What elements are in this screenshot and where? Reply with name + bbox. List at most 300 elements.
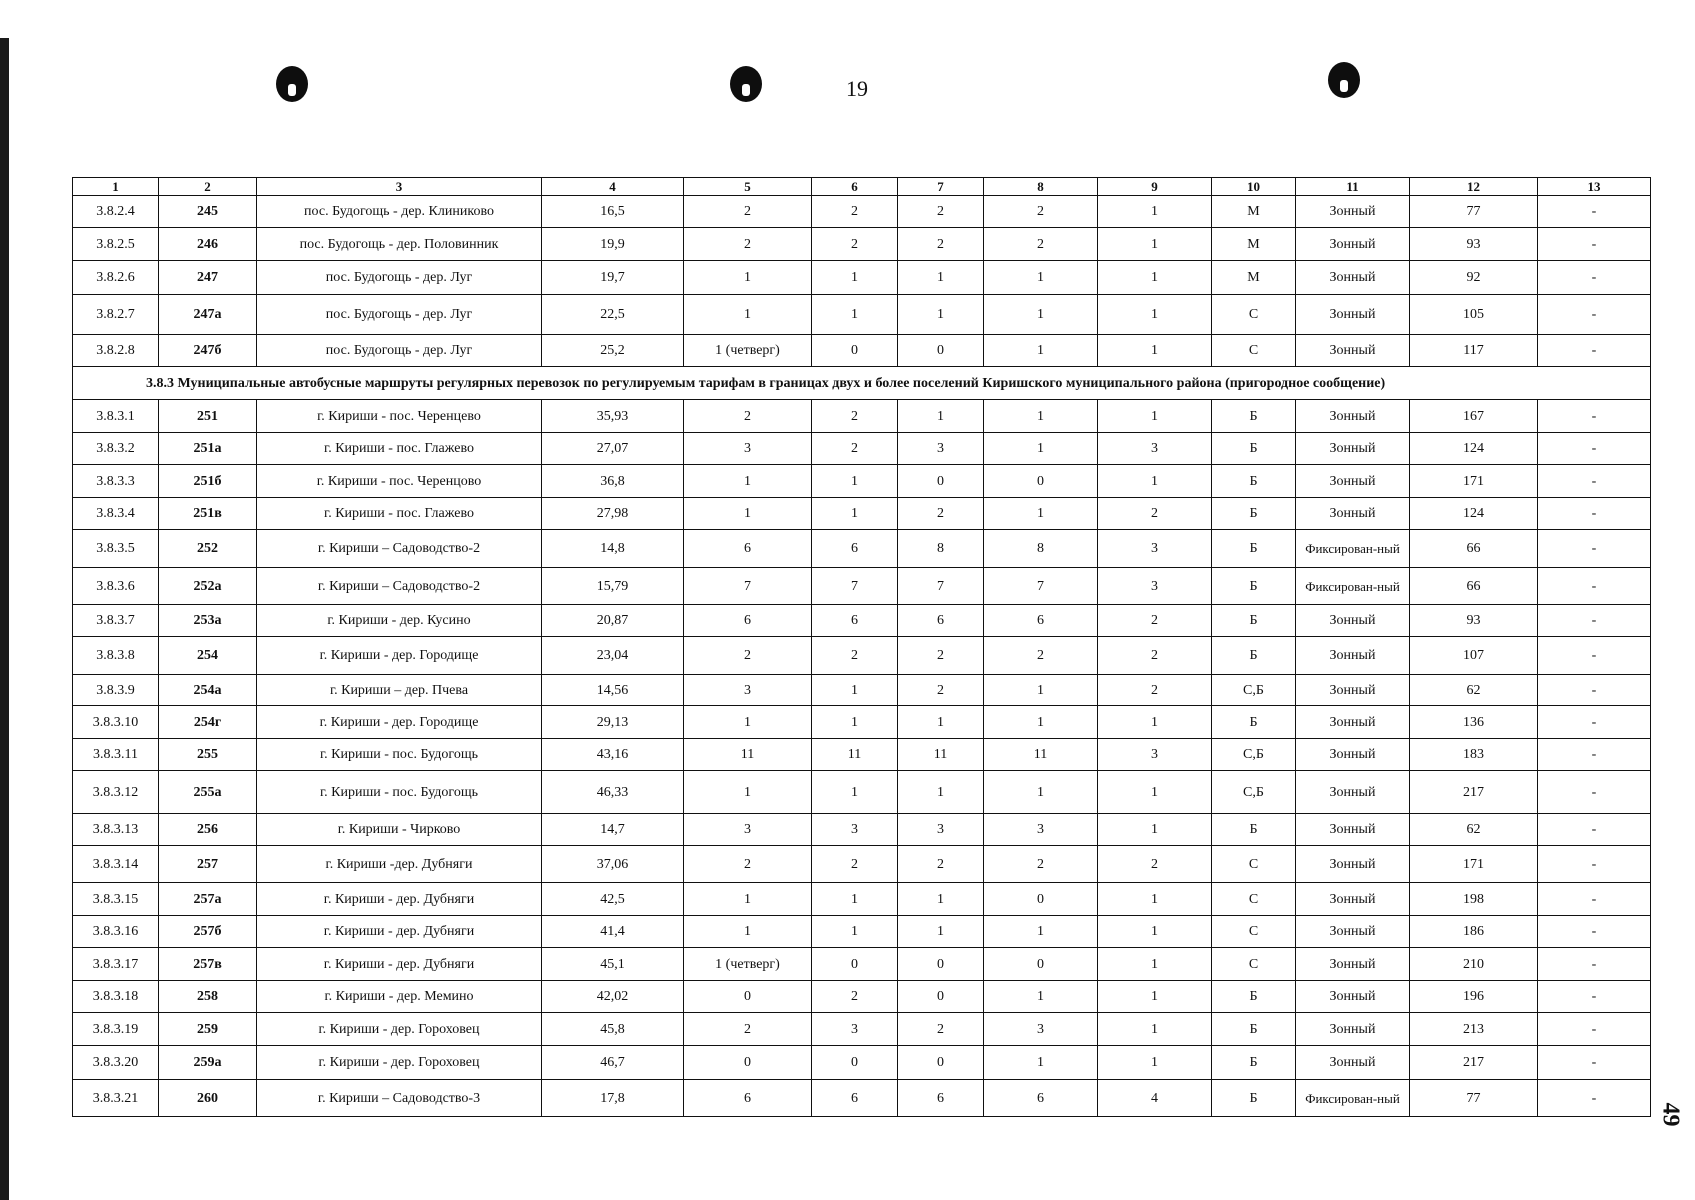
cell-col12: 105 [1410,295,1538,335]
cell-col6: 2 [812,637,898,675]
tariff-type: Фиксирован-ный [1296,568,1410,605]
route-name: г. Кириши - дер. Дубняги [257,916,542,948]
vehicle-class: С [1212,295,1296,335]
table-row [73,335,1651,367]
route-length: 37,06 [542,846,684,883]
cell-col13: - [1538,675,1651,706]
vehicle-class: Б [1212,814,1296,846]
route-length: 25,2 [542,335,684,367]
vehicle-class: Б [1212,433,1296,465]
cell-col13: - [1538,261,1651,295]
cell-col6: 1 [812,465,898,498]
cell-col8: 2 [984,846,1098,883]
table-row [73,196,1651,228]
column-number-header [73,178,1651,196]
cell-col7: 2 [898,1013,984,1046]
cell-col13: - [1538,605,1651,637]
cell-col5: 2 [684,228,812,261]
cell-col9: 2 [1098,846,1212,883]
cell-col13: - [1538,739,1651,771]
cell-col9: 1 [1098,261,1212,295]
cell-col5: 2 [684,846,812,883]
cell-col12: 66 [1410,530,1538,568]
route-name: пос. Будогощь - дер. Луг [257,261,542,295]
route-name: г. Кириши - пос. Будогощь [257,771,542,814]
route-length: 15,79 [542,568,684,605]
route-length: 29,13 [542,706,684,739]
vehicle-class: Б [1212,1046,1296,1080]
table-row [73,814,1651,846]
cell-col9: 1 [1098,981,1212,1013]
route-number: 257в [159,948,257,981]
table-row [73,605,1651,637]
cell-col9: 1 [1098,465,1212,498]
cell-col12: 167 [1410,400,1538,433]
tariff-type: Зонный [1296,739,1410,771]
row-index: 3.8.3.4 [73,498,159,530]
cell-col12: 62 [1410,675,1538,706]
route-number: 247б [159,335,257,367]
cell-col5: 1 [684,883,812,916]
vehicle-class: Б [1212,706,1296,739]
cell-col12: 183 [1410,739,1538,771]
row-index: 3.8.3.13 [73,814,159,846]
vehicle-class: М [1212,228,1296,261]
cell-col12: 210 [1410,948,1538,981]
row-index: 3.8.2.6 [73,261,159,295]
cell-col12: 93 [1410,605,1538,637]
column-header: 2 [159,178,257,196]
route-number: 254а [159,675,257,706]
tariff-type: Зонный [1296,465,1410,498]
section-heading-group [73,367,1651,400]
cell-col8: 6 [984,605,1098,637]
tariff-type: Зонный [1296,637,1410,675]
vehicle-class: Б [1212,1080,1296,1117]
tariff-type: Зонный [1296,916,1410,948]
route-number: 253а [159,605,257,637]
route-length: 41,4 [542,916,684,948]
cell-col6: 0 [812,335,898,367]
cell-col12: 107 [1410,637,1538,675]
cell-col13: - [1538,196,1651,228]
column-header: 5 [684,178,812,196]
cell-col13: - [1538,883,1651,916]
row-index: 3.8.3.18 [73,981,159,1013]
cell-col7: 0 [898,465,984,498]
column-header: 12 [1410,178,1538,196]
vehicle-class: Б [1212,637,1296,675]
route-name: г. Кириши – дер. Пчева [257,675,542,706]
vehicle-class: Б [1212,568,1296,605]
route-name: г. Кириши – Садоводство-3 [257,1080,542,1117]
route-name: г. Кириши - пос. Глажево [257,433,542,465]
column-header: 3 [257,178,542,196]
route-length: 35,93 [542,400,684,433]
vehicle-class: С [1212,846,1296,883]
tariff-type: Зонный [1296,814,1410,846]
cell-col5: 3 [684,675,812,706]
cell-col8: 1 [984,295,1098,335]
cell-col9: 1 [1098,295,1212,335]
cell-col6: 1 [812,706,898,739]
section-3-8-3-rows [73,400,1651,1117]
table-row [73,433,1651,465]
cell-col8: 1 [984,498,1098,530]
cell-col12: 124 [1410,433,1538,465]
row-index: 3.8.3.12 [73,771,159,814]
cell-col8: 1 [984,261,1098,295]
row-index: 3.8.2.5 [73,228,159,261]
cell-col6: 6 [812,1080,898,1117]
cell-col8: 1 [984,400,1098,433]
cell-col6: 1 [812,675,898,706]
table-row [73,948,1651,981]
route-number: 251а [159,433,257,465]
cell-col9: 2 [1098,637,1212,675]
cell-col7: 2 [898,846,984,883]
route-length: 14,8 [542,530,684,568]
cell-col9: 1 [1098,771,1212,814]
tariff-type: Зонный [1296,1013,1410,1046]
cell-col5: 1 [684,706,812,739]
table-row [73,916,1651,948]
cell-col8: 0 [984,948,1098,981]
section-heading-row [73,367,1651,400]
table-row [73,465,1651,498]
route-name: г. Кириши - пос. Черенцево [257,400,542,433]
cell-col13: - [1538,1013,1651,1046]
cell-col12: 213 [1410,1013,1538,1046]
vehicle-class: С [1212,916,1296,948]
route-length: 42,5 [542,883,684,916]
tariff-type: Зонный [1296,498,1410,530]
cell-col7: 1 [898,400,984,433]
cell-col5: 1 (четверг) [684,335,812,367]
cell-col6: 7 [812,568,898,605]
tariff-type: Зонный [1296,846,1410,883]
cell-col7: 0 [898,1046,984,1080]
cell-col8: 1 [984,981,1098,1013]
route-length: 42,02 [542,981,684,1013]
cell-col9: 2 [1098,498,1212,530]
cell-col7: 1 [898,771,984,814]
vehicle-class: М [1212,196,1296,228]
cell-col8: 3 [984,814,1098,846]
route-name: пос. Будогощь - дер. Луг [257,295,542,335]
row-index: 3.8.3.6 [73,568,159,605]
route-number: 257 [159,846,257,883]
route-length: 19,9 [542,228,684,261]
table-row [73,400,1651,433]
route-length: 19,7 [542,261,684,295]
table-row [73,637,1651,675]
cell-col7: 1 [898,706,984,739]
section-heading: 3.8.3 Муниципальные автобусные маршруты регулярных перевозок по регулируемым тарифам в границах двух и более поселений Киришского муниципального района (пригородное сообщение) [73,367,1651,400]
cell-col12: 92 [1410,261,1538,295]
tariff-type: Зонный [1296,228,1410,261]
tariff-type: Зонный [1296,706,1410,739]
route-name: пос. Будогощь - дер. Клиниково [257,196,542,228]
cell-col13: - [1538,814,1651,846]
route-length: 14,56 [542,675,684,706]
route-length: 16,5 [542,196,684,228]
cell-col5: 2 [684,196,812,228]
cell-col6: 2 [812,196,898,228]
cell-col9: 1 [1098,706,1212,739]
route-number: 251в [159,498,257,530]
cell-col8: 1 [984,433,1098,465]
column-header: 6 [812,178,898,196]
vehicle-class: С,Б [1212,739,1296,771]
row-index: 3.8.2.4 [73,196,159,228]
cell-col9: 1 [1098,335,1212,367]
row-index: 3.8.3.5 [73,530,159,568]
row-index: 3.8.3.7 [73,605,159,637]
cell-col12: 198 [1410,883,1538,916]
vehicle-class: Б [1212,605,1296,637]
column-header: 8 [984,178,1098,196]
row-index: 3.8.2.8 [73,335,159,367]
cell-col13: - [1538,916,1651,948]
cell-col7: 6 [898,605,984,637]
table-row [73,568,1651,605]
cell-col12: 196 [1410,981,1538,1013]
route-name: г. Кириши – Садоводство-2 [257,568,542,605]
cell-col9: 1 [1098,400,1212,433]
cell-col8: 2 [984,228,1098,261]
cell-col8: 2 [984,637,1098,675]
cell-col13: - [1538,846,1651,883]
route-name: пос. Будогощь - дер. Половинник [257,228,542,261]
cell-col13: - [1538,981,1651,1013]
vehicle-class: Б [1212,981,1296,1013]
vehicle-class: Б [1212,530,1296,568]
table-row [73,706,1651,739]
row-index: 3.8.3.20 [73,1046,159,1080]
route-number: 251 [159,400,257,433]
routes-table [72,177,1651,1117]
table-row [73,846,1651,883]
row-index: 3.8.3.16 [73,916,159,948]
cell-col5: 7 [684,568,812,605]
cell-col8: 1 [984,675,1098,706]
route-number: 258 [159,981,257,1013]
cell-col5: 1 [684,498,812,530]
tariff-type: Фиксирован-ный [1296,1080,1410,1117]
row-index: 3.8.3.17 [73,948,159,981]
cell-col5: 1 [684,295,812,335]
cell-col5: 0 [684,1046,812,1080]
cell-col13: - [1538,771,1651,814]
cell-col12: 217 [1410,771,1538,814]
cell-col6: 1 [812,295,898,335]
cell-col6: 2 [812,228,898,261]
table-row [73,675,1651,706]
cell-col6: 3 [812,814,898,846]
cell-col9: 1 [1098,228,1212,261]
row-index: 3.8.3.11 [73,739,159,771]
table-row [73,883,1651,916]
route-length: 45,1 [542,948,684,981]
vehicle-class: Б [1212,1013,1296,1046]
row-index: 3.8.3.15 [73,883,159,916]
cell-col7: 2 [898,228,984,261]
cell-col12: 66 [1410,568,1538,605]
tariff-type: Фиксирован-ный [1296,530,1410,568]
cell-col8: 2 [984,196,1098,228]
cell-col6: 2 [812,433,898,465]
cell-col12: 186 [1410,916,1538,948]
tariff-type: Зонный [1296,675,1410,706]
route-name: г. Кириши - дер. Городище [257,637,542,675]
table-row [73,1046,1651,1080]
tariff-type: Зонный [1296,981,1410,1013]
cell-col5: 6 [684,530,812,568]
cell-col12: 93 [1410,228,1538,261]
route-number: 245 [159,196,257,228]
cell-col9: 3 [1098,568,1212,605]
tariff-type: Зонный [1296,605,1410,637]
cell-col13: - [1538,335,1651,367]
cell-col13: - [1538,295,1651,335]
cell-col12: 136 [1410,706,1538,739]
cell-col6: 1 [812,498,898,530]
route-name: г. Кириши - дер. Городище [257,706,542,739]
route-length: 46,33 [542,771,684,814]
route-length: 17,8 [542,1080,684,1117]
tariff-type: Зонный [1296,771,1410,814]
route-name: г. Кириши - пос. Будогощь [257,739,542,771]
row-index: 3.8.3.1 [73,400,159,433]
cell-col8: 3 [984,1013,1098,1046]
row-index: 3.8.3.2 [73,433,159,465]
column-header: 1 [73,178,159,196]
vehicle-class: Б [1212,465,1296,498]
cell-col5: 1 [684,261,812,295]
route-name: г. Кириши - пос. Черенцово [257,465,542,498]
cell-col12: 124 [1410,498,1538,530]
cell-col6: 2 [812,981,898,1013]
vehicle-class: Б [1212,400,1296,433]
tariff-type: Зонный [1296,948,1410,981]
cell-col12: 171 [1410,846,1538,883]
vehicle-class: М [1212,261,1296,295]
cell-col7: 2 [898,675,984,706]
cell-col13: - [1538,568,1651,605]
column-header: 9 [1098,178,1212,196]
cell-col5: 6 [684,605,812,637]
tariff-type: Зонный [1296,433,1410,465]
cell-col12: 77 [1410,196,1538,228]
route-length: 23,04 [542,637,684,675]
column-header: 10 [1212,178,1296,196]
cell-col8: 1 [984,335,1098,367]
cell-col5: 1 [684,771,812,814]
cell-col7: 1 [898,883,984,916]
cell-col9: 4 [1098,1080,1212,1117]
route-number: 252а [159,568,257,605]
route-name: г. Кириши - Чирково [257,814,542,846]
cell-col6: 1 [812,261,898,295]
tariff-type: Зонный [1296,400,1410,433]
cell-col7: 1 [898,261,984,295]
route-name: пос. Будогощь - дер. Луг [257,335,542,367]
row-index: 3.8.3.9 [73,675,159,706]
section-3-8-2-rows [73,196,1651,367]
route-name: г. Кириши - дер. Кусино [257,605,542,637]
cell-col7: 1 [898,916,984,948]
route-number: 247а [159,295,257,335]
cell-col6: 6 [812,530,898,568]
cell-col9: 1 [1098,1013,1212,1046]
route-name: г. Кириши - дер. Гороховец [257,1013,542,1046]
cell-col9: 1 [1098,196,1212,228]
row-index: 3.8.3.14 [73,846,159,883]
column-header: 7 [898,178,984,196]
route-length: 22,5 [542,295,684,335]
route-number: 255а [159,771,257,814]
cell-col8: 1 [984,706,1098,739]
cell-col8: 8 [984,530,1098,568]
vehicle-class: С,Б [1212,675,1296,706]
table-row [73,1013,1651,1046]
route-length: 14,7 [542,814,684,846]
cell-col7: 0 [898,981,984,1013]
cell-col7: 3 [898,814,984,846]
cell-col13: - [1538,637,1651,675]
vehicle-class: С [1212,883,1296,916]
cell-col7: 0 [898,948,984,981]
vehicle-class: Б [1212,498,1296,530]
column-header: 11 [1296,178,1410,196]
cell-col12: 217 [1410,1046,1538,1080]
cell-col6: 2 [812,846,898,883]
route-number: 256 [159,814,257,846]
cell-col9: 3 [1098,530,1212,568]
cell-col13: - [1538,948,1651,981]
cell-col13: - [1538,433,1651,465]
cell-col5: 2 [684,637,812,675]
cell-col12: 77 [1410,1080,1538,1117]
cell-col9: 1 [1098,948,1212,981]
tariff-type: Зонный [1296,1046,1410,1080]
table-row [73,981,1651,1013]
row-index: 3.8.3.10 [73,706,159,739]
table-row [73,498,1651,530]
route-number: 257б [159,916,257,948]
route-name: г. Кириши - дер. Дубняги [257,883,542,916]
cell-col8: 1 [984,916,1098,948]
cell-col9: 1 [1098,883,1212,916]
table-row [73,261,1651,295]
route-length: 27,98 [542,498,684,530]
route-number: 259 [159,1013,257,1046]
page-number: 19 [846,76,868,101]
cell-col5: 0 [684,981,812,1013]
vehicle-class: С [1212,948,1296,981]
route-name: г. Кириши - дер. Мемино [257,981,542,1013]
row-index: 3.8.3.19 [73,1013,159,1046]
table-row [73,228,1651,261]
cell-col13: - [1538,1080,1651,1117]
cell-col8: 0 [984,883,1098,916]
cell-col8: 1 [984,771,1098,814]
cell-col8: 6 [984,1080,1098,1117]
table-row [73,771,1651,814]
cell-col7: 3 [898,433,984,465]
cell-col13: - [1538,530,1651,568]
